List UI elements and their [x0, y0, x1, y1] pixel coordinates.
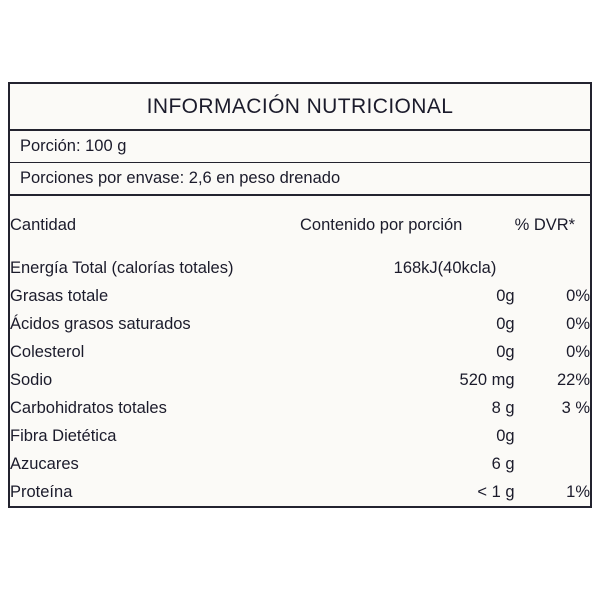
nutrient-value: 0g	[496, 286, 515, 305]
nutrient-name: Energía Total (calorías totales)	[10, 258, 234, 277]
nutrition-facts-panel	[8, 82, 592, 508]
nutrient-value: 0g	[496, 314, 515, 333]
table-row	[10, 338, 590, 366]
nutrient-dvr: 0%	[566, 342, 590, 361]
nutrient-name: Carbohidratos totales	[10, 398, 167, 417]
nutrient-value: 8 g	[491, 398, 515, 417]
nutrition-table	[10, 196, 590, 506]
nutrient-name: Proteína	[10, 482, 73, 501]
nutrient-dvr: 0%	[566, 286, 590, 305]
header-amount: Cantidad	[10, 215, 77, 234]
nutrient-value: 0g	[496, 426, 515, 445]
nutrient-value: < 1 g	[477, 482, 515, 501]
nutrient-dvr	[515, 450, 590, 478]
nutrient-name: Grasas totale	[10, 286, 109, 305]
table-row	[10, 282, 590, 310]
header-content-per-serving: Contenido por porción	[300, 215, 463, 234]
nutrient-value: 0g	[496, 342, 515, 361]
table-row	[10, 310, 590, 338]
header-dvr: % DVR*	[514, 215, 576, 234]
nutrient-name: Ácidos grasos saturados	[10, 314, 191, 333]
nutrient-value: 520 mg	[459, 370, 515, 389]
table-row	[10, 422, 590, 450]
nutrient-name: Azucares	[10, 454, 79, 473]
nutrient-name: Colesterol	[10, 342, 85, 361]
nutrition-rows	[10, 254, 590, 506]
nutrient-value: 168kJ(40kcla)	[393, 258, 497, 277]
nutrition-table-body	[10, 196, 590, 254]
table-row	[10, 254, 590, 282]
table-row	[10, 366, 590, 394]
nutrient-name: Fibra Dietética	[10, 426, 117, 445]
serving-size-line: Porción: 100 g	[10, 131, 590, 163]
nutrient-dvr: 1%	[566, 482, 590, 501]
table-row	[10, 478, 590, 506]
nutrient-dvr: 22%	[556, 370, 590, 389]
panel-title: INFORMACIÓN NUTRICIONAL	[10, 84, 590, 131]
nutrient-dvr	[515, 422, 590, 450]
table-row	[10, 394, 590, 422]
nutrient-dvr: 0%	[566, 314, 590, 333]
nutrient-dvr: 3 %	[561, 398, 590, 417]
table-row	[10, 450, 590, 478]
nutrient-value: 6 g	[491, 454, 515, 473]
nutrient-name: Sodio	[10, 370, 53, 389]
servings-per-container-line: Porciones por envase: 2,6 en peso drenado	[10, 163, 590, 196]
table-header-row	[10, 196, 590, 254]
